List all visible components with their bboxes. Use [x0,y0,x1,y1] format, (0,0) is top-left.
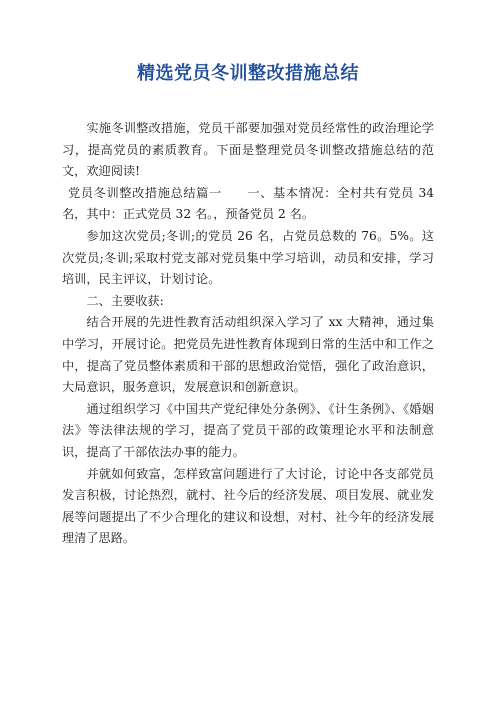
paragraph-study-spirit: 结合开展的先进性教育活动组织深入学习了 xx 大精神，通过集中学习，开展讨论。把党员先进性教育体现到日常的生活中和工作之中，提高了党员整体素质和干部的思想政治觉悟，强化了政治意识，大局意识，服务意识，发展意识和创新意识。 [62,315,434,395]
document-title: 精选党员冬训整改措施总结 [137,63,359,84]
paragraph-basic-info: 党员冬训整改措施总结篇一 一、基本情况：全村共有党员 34 名，其中：正式党员 32 名。，预备党员 2 名。 [62,185,434,222]
paragraph-participation: 参加这次党员;冬训;的党员 26 名，占党员总数的 76。5%。这次党员;冬训;采取村党支部对党员集中学习培训，动员和安排，学习培训，民主评议，计划讨论。 [62,228,434,287]
document-body [62,118,434,550]
paragraph-law-study: 通过组织学习《中国共产党纪律处分条例》、《计生条例》、《婚姻法》等法律法规的学习，提高了党员干部的政策理论水平和法制意识，提高了干部依法办事的能力。 [62,401,434,459]
paragraph-discussion: 并就如何致富，怎样致富问题进行了大讨论，讨论中各支部党员发言积极，讨论热烈，就村、社今后的经济发展、项目发展、就业发展等问题提出了不少合理化的建议和设想，对村、社今年的经济发展理清了思路。 [62,466,434,546]
section-heading-gains: 二、主要收获: [86,293,164,308]
paragraph-intro: 实施冬训整改措施，党员干部要加强对党员经常性的政治理论学习，提高党员的素质教育。下面是整理党员冬训整改措施总结的范文，欢迎阅读! [62,121,434,179]
